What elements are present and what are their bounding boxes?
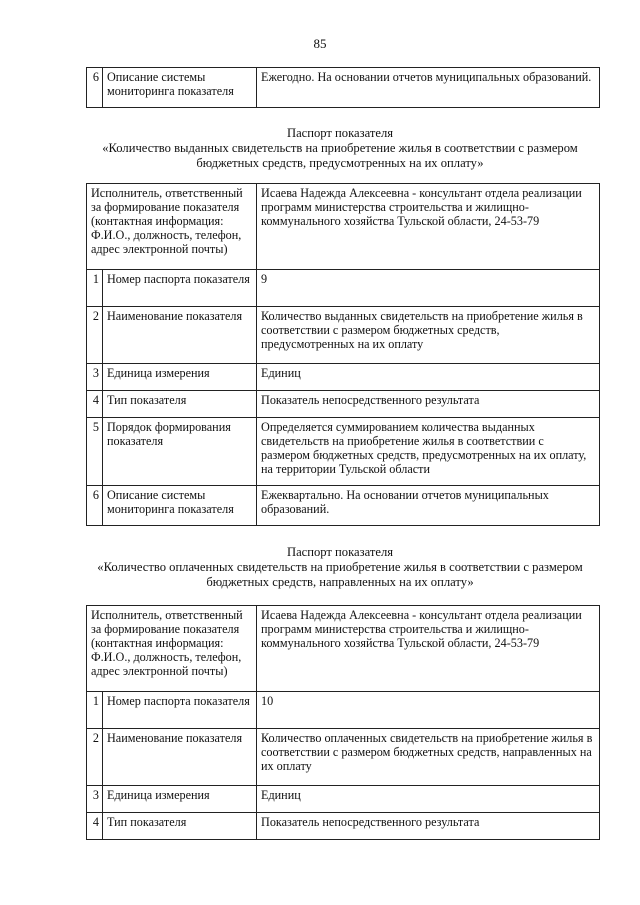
row-value: 9 <box>257 270 600 307</box>
table-row <box>87 418 600 486</box>
row-value: Показатель непосредственного результата <box>257 813 600 840</box>
row-number: 4 <box>87 391 103 418</box>
row-label: Единица измерения <box>103 786 257 813</box>
executor-label: Исполнитель, ответственный за формирование показателя (контактная информация: Ф.И.О., должность, телефон, адрес электронной почты) <box>87 184 257 270</box>
row-label: Описание системы мониторинга показателя <box>103 486 257 526</box>
passport-subtitle-line: бюджетных средств, предусмотренных на их оплату» <box>196 156 484 170</box>
passport-subtitle-line: бюджетных средств, направленных на их оплату» <box>206 575 474 589</box>
row-value: Ежеквартально. На основании отчетов муниципальных образований. <box>257 486 600 526</box>
row-number: 3 <box>87 364 103 391</box>
passport-heading <box>60 545 620 590</box>
passport-title: Паспорт показателя <box>286 545 394 559</box>
table-row <box>87 786 600 813</box>
table-row <box>87 486 600 526</box>
row-value: Единиц <box>257 786 600 813</box>
executor-row <box>87 606 600 692</box>
passport-table <box>86 605 600 840</box>
row-label: Порядок формирования показателя <box>103 418 257 486</box>
table-row <box>87 729 600 786</box>
row-label: Тип показателя <box>103 813 257 840</box>
executor-value: Исаева Надежда Алексеевна - консультант отдела реализации программ министерства строительства и жилищно-коммунального хозяйства Тульской области, 24-53-79 <box>257 184 600 270</box>
row-label: Наименование показателя <box>103 729 257 786</box>
row-number: 6 <box>87 68 103 108</box>
row-number: 1 <box>87 692 103 729</box>
executor-row <box>87 184 600 270</box>
row-label: Единица измерения <box>103 364 257 391</box>
row-value: Количество оплаченных свидетельств на приобретение жилья в соответствии с размером бюджетных средств, направленных на их оплату <box>257 729 600 786</box>
passport-title: Паспорт показателя <box>286 126 394 140</box>
row-number: 5 <box>87 418 103 486</box>
passport-heading <box>60 126 620 171</box>
passport-subtitle-line: «Количество оплаченных свидетельств на приобретение жилья в соответствии с размером <box>97 560 583 574</box>
row-number: 3 <box>87 786 103 813</box>
row-number: 2 <box>87 729 103 786</box>
row-label: Описание системы мониторинга показателя <box>103 68 257 108</box>
row-value: Показатель непосредственного результата <box>257 391 600 418</box>
table-row <box>87 364 600 391</box>
passport-table <box>86 183 600 526</box>
row-label: Тип показателя <box>103 391 257 418</box>
table-row <box>87 391 600 418</box>
row-value: Ежегодно. На основании отчетов муниципальных образований. <box>257 68 600 108</box>
executor-label: Исполнитель, ответственный за формирование показателя (контактная информация: Ф.И.О., должность, телефон, адрес электронной почты) <box>87 606 257 692</box>
table-row <box>87 813 600 840</box>
row-number: 6 <box>87 486 103 526</box>
row-number: 1 <box>87 270 103 307</box>
row-label: Наименование показателя <box>103 307 257 364</box>
executor-value: Исаева Надежда Алексеевна - консультант отдела реализации программ министерства строительства и жилищно-коммунального хозяйства Тульской области, 24-53-79 <box>257 606 600 692</box>
page-number: 85 <box>313 36 327 51</box>
table-row <box>87 68 600 108</box>
continuation-table <box>86 67 600 108</box>
row-label: Номер паспорта показателя <box>103 692 257 729</box>
passport-subtitle-line: «Количество выданных свидетельств на приобретение жилья в соответствии с размером <box>102 141 578 155</box>
table-row <box>87 270 600 307</box>
row-value: Единиц <box>257 364 600 391</box>
table-row <box>87 692 600 729</box>
table-row <box>87 307 600 364</box>
row-value: Определяется суммированием количества выданных свидетельств на приобретение жилья в соответствии с размером бюджетных средств, предусмотренных на их оплату, на территории Тульской области <box>257 418 600 486</box>
row-number: 4 <box>87 813 103 840</box>
row-value: 10 <box>257 692 600 729</box>
row-number: 2 <box>87 307 103 364</box>
row-value: Количество выданных свидетельств на приобретение жилья в соответствии с размером бюджетных средств, предусмотренных на их оплату <box>257 307 600 364</box>
row-label: Номер паспорта показателя <box>103 270 257 307</box>
